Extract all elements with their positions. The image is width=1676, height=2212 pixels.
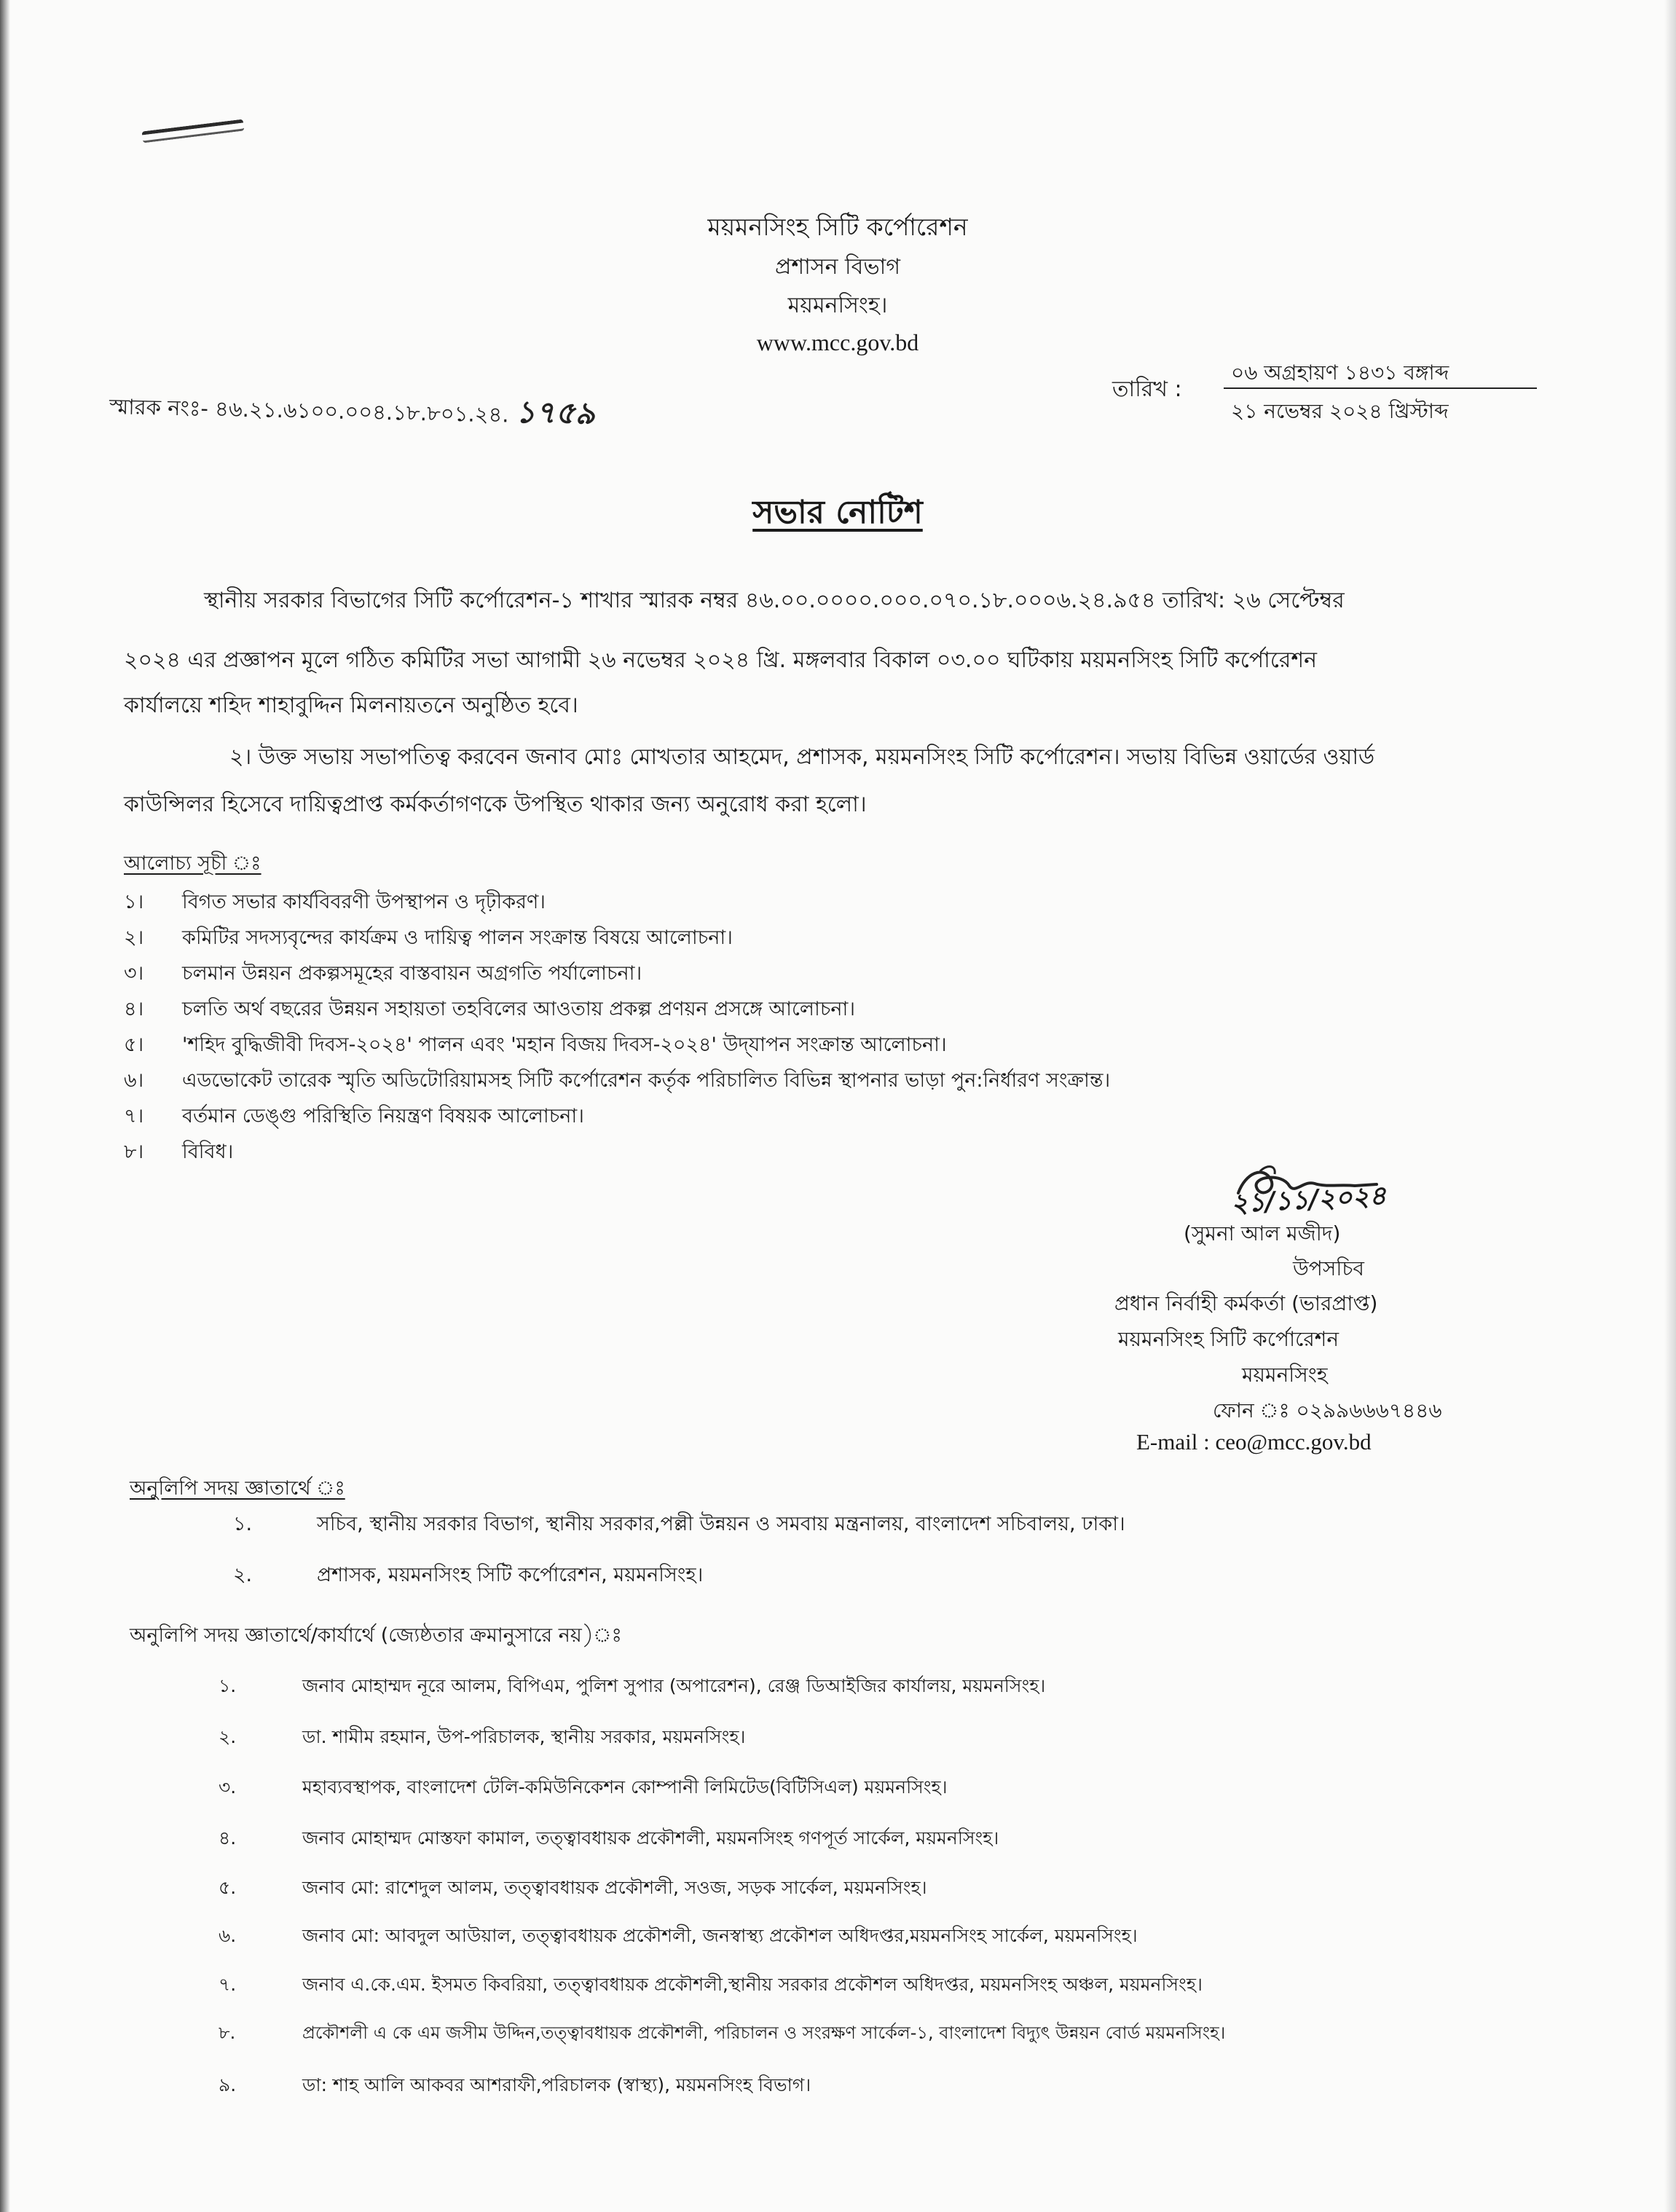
signatory-org: ময়মনসিংহ সিটি কর্পোরেশন	[1118, 1327, 1339, 1351]
org-name: ময়মনসিংহ সিটি কর্পোরেশন	[707, 213, 968, 241]
copy2-item: ৬. জনাব মো: আবদুল আউয়াল, তত্ত্বাবধায়ক প্রকৌশলী, জনস্বাস্থ্য প্রকৌশল অধিদপ্তর,ময়মনসিংহ সার্কেল, ময়মনসিংহ।	[219, 1925, 1138, 1946]
date-gregorian: ২১ নভেম্বর ২০২৪ খ্রিস্টাব্দ	[1231, 399, 1449, 423]
city-name: ময়মনসিংহ।	[787, 293, 888, 318]
signature-date: ২১/১১/২০২৪	[1230, 1180, 1388, 1219]
signatory-name: (সুমনা আল মজীদ)	[1184, 1221, 1341, 1245]
scan-edge-left	[0, 0, 10, 2212]
para1-line3: কার্যালয়ে শহিদ শাহাবুদ্দিন মিলনায়তনে অনুষ্ঠিত হবে।	[124, 693, 578, 718]
copy2-item: ১. জনাব মোহাম্মদ নূরে আলম, বিপিএম, পুলিশ সুপার (অপারেশন), রেঞ্জ ডিআইজির কার্যালয়, ময়মনসিংহ।	[219, 1675, 1046, 1696]
para1-line1: স্থানীয় সরকার বিভাগের সিটি কর্পোরেশন-১ শাখার স্মারক নম্বর ৪৬.০০.০০০০.০০০.০৭০.১৮.০০০৬.২৪.৯৫৪ তারিখ: ২৬ সেপ্টেম্বর	[204, 588, 1345, 613]
notice-title: সভার নোটিশ	[752, 494, 923, 531]
copy1-item: ২. প্রশাসক, ময়মনসিংহ সিটি কর্পোরেশন, ময়মনসিংহ।	[233, 1564, 704, 1586]
signatory-rank: উপসচিব	[1293, 1256, 1365, 1280]
copy2-item: ৩. মহাব্যবস্থাপক, বাংলাদেশ টেলি-কমিউনিকেশন কোম্পানী লিমিটেড(বিটিসিএল) ময়মনসিংহ।	[219, 1776, 948, 1798]
copy2-item: ৫. জনাব মো: রাশেদুল আলম, তত্ত্বাবধায়ক প্রকৌশলী, সওজ, সড়ক সার্কেল, ময়মনসিংহ।	[219, 1877, 927, 1898]
agenda-item: ৭। বর্তমান ডেঙ্গু পরিস্থিতি নিয়ন্ত্রণ বিষয়ক আলোচনা।	[124, 1105, 584, 1127]
pen-stroke-mark	[142, 119, 245, 143]
para2-line2: কাউন্সিলর হিসেবে দায়িত্বপ্রাপ্ত কর্মকর্তাগণকে উপস্থিত থাকার জন্য অনুরোধ করা হলো।	[124, 792, 867, 817]
signatory-city: ময়মনসিংহ	[1242, 1363, 1328, 1387]
agenda-heading: আলোচ্য সূচী ঃ	[124, 852, 261, 875]
para1-line2: ২০২৪ এর প্রজ্ঞাপন মূলে গঠিত কমিটির সভা আগামী ২৬ নভেম্বর ২০২৪ খ্রি. মঙ্গলবার বিকাল ০৩.০০ ঘটিকায় ময়মনসিংহ সিটি কর্পোরেশন	[124, 648, 1318, 673]
signatory-email[interactable]: E-mail : ceo@mcc.gov.bd	[1136, 1429, 1372, 1455]
copy2-item: ৪. জনাব মোহাম্মদ মোস্তফা কামাল, তত্ত্বাবধায়ক প্রকৌশলী, ময়মনসিংহ গণপূর্ত সার্কেল, ময়মনসিংহ।	[219, 1827, 999, 1849]
signatory-phone: ফোন ঃ ০২৯৯৬৬৬৭৪৪৬	[1213, 1398, 1442, 1422]
department-name: প্রশাসন বিভাগ	[774, 254, 901, 280]
agenda-item: ৮। বিবিধ।	[124, 1141, 234, 1163]
scan-edge-right	[1664, 0, 1676, 2212]
copy1-heading: অনুলিপি সদয় জ্ঞাতার্থে ঃ	[130, 1477, 345, 1500]
memo-handwritten-number: ১৭৫৯	[515, 393, 596, 431]
para2-line1: ২। উক্ত সভায় সভাপতিত্ব করবেন জনাব মোঃ মোখতার আহমেদ, প্রশাসক, ময়মনসিংহ সিটি কর্পোরেশন। সভায় বিভিন্ন ওয়ার্ডের ওয়ার্ড	[229, 744, 1375, 770]
agenda-item: ৪। চলতি অর্থ বছরের উন্নয়ন সহায়তা তহবিলের আওতায় প্রকল্প প্রণয়ন প্রসঙ্গে আলোচনা।	[124, 998, 856, 1020]
memo-label: স্মারক নংঃ-	[109, 394, 209, 421]
copy2-item: ৮. প্রকৌশলী এ কে এম জসীম উদ্দিন,তত্ত্বাবধায়ক প্রকৌশলী, পরিচালন ও সংরক্ষণ সার্কেল-১, বাংলাদেশ বিদ্যুৎ উন্নয়ন বোর্ড ময়মনসিংহ।	[219, 2023, 1226, 2043]
website-link[interactable]: www.mcc.gov.bd	[756, 329, 919, 355]
copy1-item: ১. সচিব, স্থানীয় সরকার বিভাগ, স্থানীয় সরকার,পল্লী উন্নয়ন ও সমবায় মন্ত্রনালয়, বাংলাদেশ সচিবালয়, ঢাকা।	[233, 1513, 1125, 1535]
copy2-item: ২. ডা. শামীম রহমান, উপ-পরিচালক, স্থানীয় সরকার, ময়মনসিংহ।	[219, 1726, 746, 1747]
date-bangla: ০৬ অগ্রহায়ণ ১৪৩১ বঙ্গাব্দ	[1231, 361, 1449, 385]
signatory-designation: প্রধান নির্বাহী কর্মকর্তা (ভারপ্রাপ্ত)	[1114, 1291, 1378, 1315]
agenda-item: ৫। 'শহিদ বুদ্ধিজীবী দিবস-২০২৪' পালন এবং 'মহান বিজয় দিবস-২০২৪' উদ্‌যাপন সংক্রান্ত আলোচনা।	[124, 1034, 947, 1056]
date-divider	[1224, 387, 1537, 389]
copy2-item: ৭. জনাব এ.কে.এম. ইসমত কিবরিয়া, তত্ত্বাবধায়ক প্রকৌশলী,স্থানীয় সরকার প্রকৌশল অধিদপ্তর, ময়মনসিংহ অঞ্চল, ময়মনসিংহ।	[219, 1974, 1203, 1995]
agenda-item: ৩। চলমান উন্নয়ন প্রকল্পসমূহের বাস্তবায়ন অগ্রগতি পর্যালোচনা।	[124, 962, 642, 985]
memo-number	[109, 379, 595, 441]
date-label: তারিখ :	[1112, 377, 1182, 402]
agenda-item: ১। বিগত সভার কার্যবিবরণী উপস্থাপন ও দৃঢ়ীকরণ।	[124, 891, 546, 913]
agenda-item: ২। কমিটির সদস্যবৃন্দের কার্যক্রম ও দায়িত্ব পালন সংক্রান্ত বিষয়ে আলোচনা।	[124, 926, 733, 949]
copy2-item: ৯. ডা: শাহ আলি আকবর আশরাফী,পরিচালক (স্বাস্থ্য), ময়মনসিংহ বিভাগ।	[219, 2074, 811, 2095]
agenda-item: ৬। এডভোকেট তারেক স্মৃতি অডিটোরিয়ামসহ সিটি কর্পোরেশন কর্তৃক পরিচালিত বিভিন্ন স্থাপনার ভাড়া পুন:নির্ধারণ সংক্রান্ত।	[124, 1069, 1111, 1092]
memo-value: ৪৬.২১.৬১০০.০০৪.১৮.৮০১.২৪.	[214, 396, 509, 428]
copy2-heading: অনুলিপি সদয় জ্ঞাতার্থে/কার্যার্থে (জ্যেষ্ঠতার ক্রমানুসারে নয়)ঃ	[130, 1624, 622, 1647]
